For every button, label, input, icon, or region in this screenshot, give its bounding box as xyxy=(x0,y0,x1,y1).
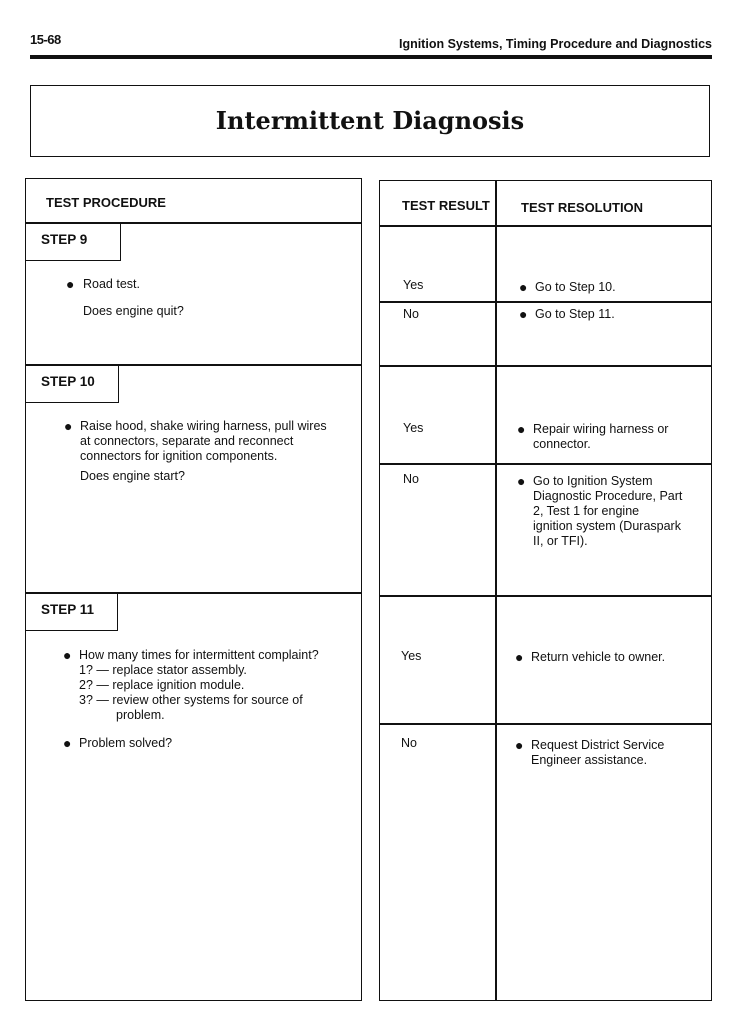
bullet-icon: ● xyxy=(519,306,528,322)
row-divider xyxy=(380,463,711,465)
step-10-resolution-yes-line-1: Repair wiring harness or xyxy=(533,422,669,436)
bullet-icon: ● xyxy=(515,737,524,753)
step-10-result-no: No xyxy=(403,472,419,486)
bullet-icon: ● xyxy=(517,473,526,489)
step-11-resolution-yes: Return vehicle to owner. xyxy=(531,650,666,664)
step-9-result-yes: Yes xyxy=(403,278,424,292)
step-10-item-line-2: at connectors, separate and reconnect xyxy=(80,434,294,448)
header-rule xyxy=(30,55,712,59)
step-11-resolution-no-line-1: Request District Service xyxy=(531,738,665,752)
step-11-result-yes: Yes xyxy=(401,649,422,663)
step-10-result-yes: Yes xyxy=(403,421,424,435)
bullet-icon: ● xyxy=(64,418,73,434)
step-10-resolution-no-line-3: 2, Test 1 for engine xyxy=(533,504,640,518)
bullet-icon: ● xyxy=(63,647,72,663)
step-10-label: STEP 10 xyxy=(26,364,119,403)
page-title: Intermittent Diagnosis xyxy=(215,106,525,135)
step-11-resolution-no-line-2: Engineer assistance. xyxy=(531,753,648,767)
test-result-panel xyxy=(379,180,712,1001)
step-divider xyxy=(380,365,711,367)
bullet-icon: ● xyxy=(517,421,526,437)
step-divider xyxy=(380,595,711,597)
bullet-icon: ● xyxy=(515,649,524,665)
step-10-resolution-no-line-4: ignition system (Duraspark xyxy=(533,519,681,533)
step-9-item: Road test. xyxy=(83,277,140,291)
test-result-header: TEST RESULT xyxy=(402,198,490,213)
step-9-resolution-yes: Go to Step 10. xyxy=(535,280,616,294)
test-procedure-header: TEST PROCEDURE xyxy=(46,195,166,210)
step-10-item-line-3: connectors for ignition components. xyxy=(80,449,278,463)
step-10-item-line-1: Raise hood, shake wiring harness, pull wires xyxy=(80,419,327,433)
step-10-resolution-no-line-2: Diagnostic Procedure, Part xyxy=(533,489,683,503)
step-11-result-no: No xyxy=(401,736,417,750)
header-divider xyxy=(380,225,711,227)
step-9-question: Does engine quit? xyxy=(83,304,184,318)
row-divider xyxy=(380,723,711,725)
step-10-resolution-no-line-5: II, or TFI). xyxy=(533,534,588,548)
step-10-question: Does engine start? xyxy=(80,469,185,483)
step-11-label: STEP 11 xyxy=(26,592,118,631)
step-9-label: STEP 9 xyxy=(26,222,121,261)
section-title: Ignition Systems, Timing Procedure and Diagnostics xyxy=(398,37,712,51)
step-9-resolution-no: Go to Step 11. xyxy=(535,307,615,321)
step-11-item-line-4: 3? — review other systems for source of xyxy=(79,693,303,707)
bullet-icon: ● xyxy=(519,279,528,295)
step-9-result-no: No xyxy=(403,307,419,321)
step-11-item-line-5: problem. xyxy=(116,708,165,722)
step-11-item-line-1: How many times for intermittent complaint? xyxy=(79,648,319,662)
step-10-resolution-yes-line-2: connector. xyxy=(533,437,591,451)
page-number: 15-68 xyxy=(30,32,61,47)
test-resolution-header: TEST RESOLUTION xyxy=(521,200,644,215)
bullet-icon: ● xyxy=(63,735,72,751)
title-box xyxy=(30,85,710,157)
step-10-resolution-no-line-1: Go to Ignition System xyxy=(533,474,653,488)
step-11-item-line-2: 1? — replace stator assembly. xyxy=(79,663,247,677)
step-11-item-2: Problem solved? xyxy=(79,736,173,750)
column-divider xyxy=(495,181,497,1000)
bullet-icon: ● xyxy=(66,276,75,292)
step-11-item-line-3: 2? — replace ignition module. xyxy=(79,678,245,692)
row-divider xyxy=(380,301,711,303)
test-procedure-panel xyxy=(25,178,362,1001)
